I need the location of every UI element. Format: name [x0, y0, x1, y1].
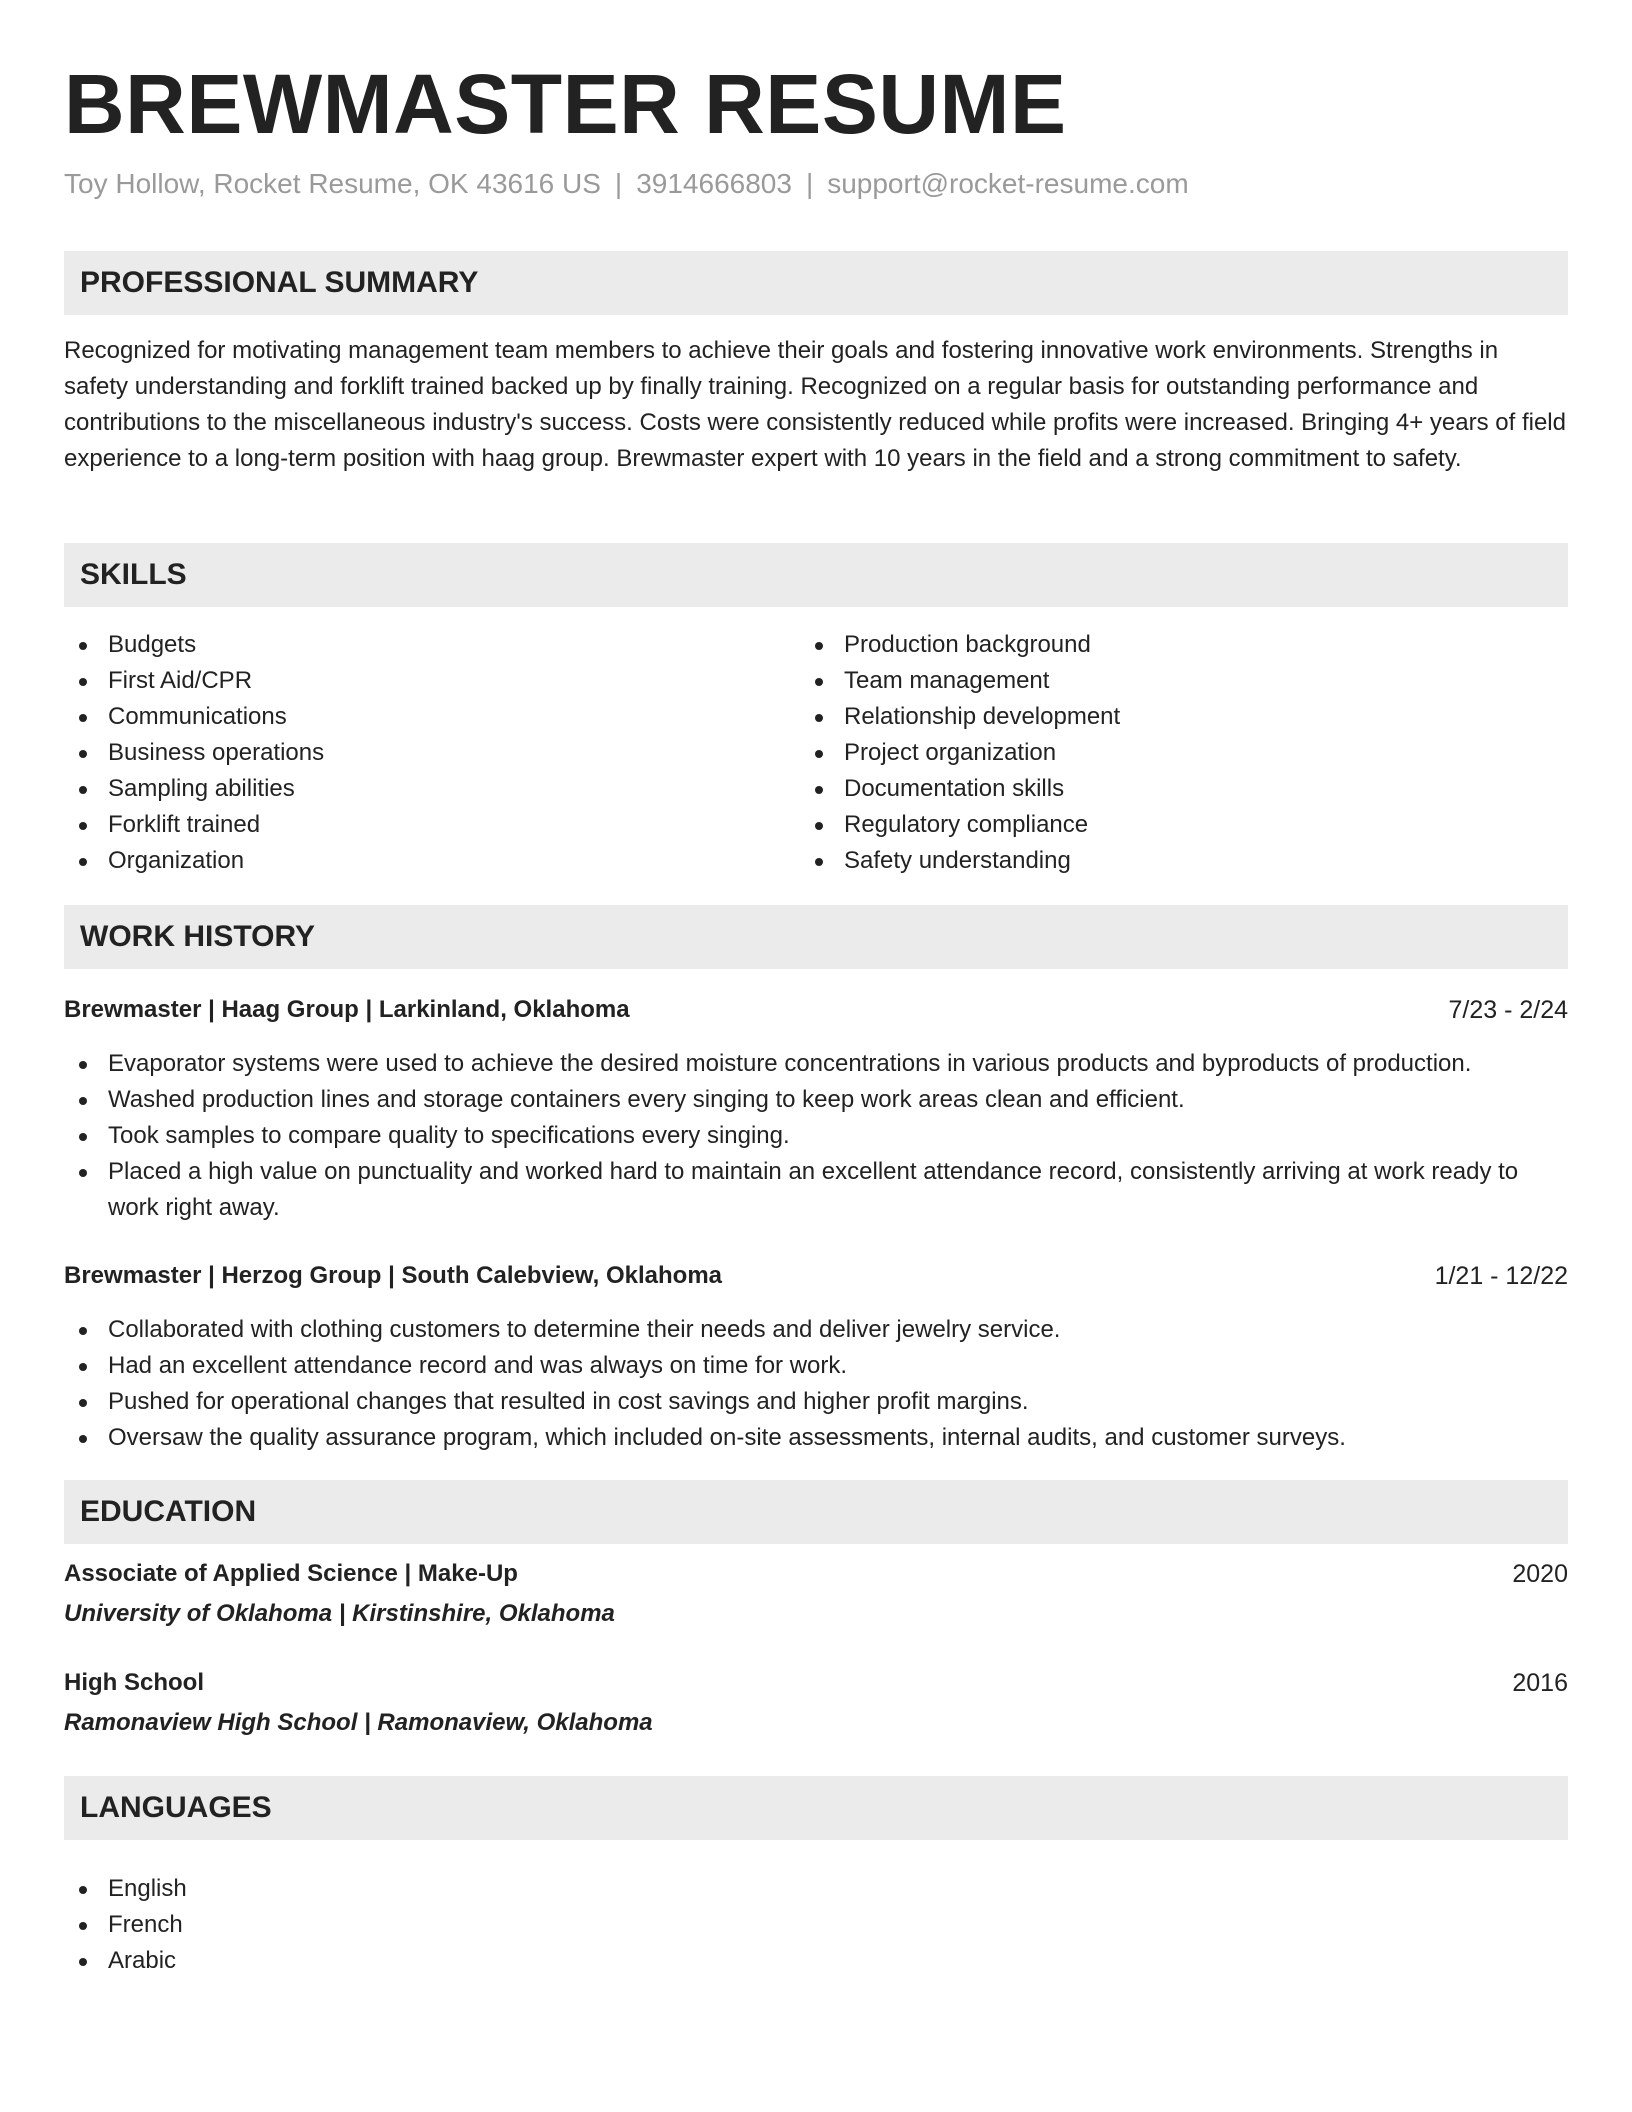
education-degree: High School: [64, 1669, 204, 1696]
skill-item: Project organization: [800, 735, 1500, 771]
skill-item: Budgets: [64, 627, 764, 663]
section-title: SKILLS: [80, 558, 187, 591]
section-header-skills: [64, 543, 1568, 607]
skill-item: Relationship development: [800, 699, 1500, 735]
skill-item: Business operations: [64, 735, 764, 771]
skill-item: Team management: [800, 663, 1500, 699]
job-bullet: Oversaw the quality assurance program, which included on-site assessments, internal audits, and customer surveys.: [64, 1420, 1568, 1456]
section-title: PROFESSIONAL SUMMARY: [80, 266, 479, 299]
skill-item: Sampling abilities: [64, 771, 764, 807]
skills-list-left: [64, 627, 764, 879]
contact-address: Toy Hollow, Rocket Resume, OK 43616 US: [64, 168, 601, 199]
skill-item: Regulatory compliance: [800, 807, 1500, 843]
section-header-summary: [64, 251, 1568, 315]
job-header: [64, 992, 1568, 1028]
section-title: EDUCATION: [80, 1495, 257, 1528]
summary-text: Recognized for motivating management team members to achieve their goals and fostering innovative work environments. Strengths in safety understanding and forklift trained backed up by finally training. Recognized on a regular basis for outstanding performance and contributions to the miscellaneous industry's success. Costs were consistently reduced while profits were increased. Bringing 4+ years of field experience to a long-term position with haag group. Brewmaster expert with 10 years in the field and a strong commitment to safety.: [64, 337, 1566, 472]
education-header: [64, 1665, 1568, 1701]
languages-list: [64, 1871, 664, 1979]
contact-email: support@rocket-resume.com: [827, 168, 1189, 199]
language-item: Arabic: [64, 1943, 664, 1979]
education-school: University of Oklahoma | Kirstinshire, Oklahoma: [64, 1600, 615, 1627]
skills-list-right: [800, 627, 1500, 879]
education-school: Ramonaview High School | Ramonaview, Oklahoma: [64, 1709, 653, 1736]
job-title: Brewmaster | Herzog Group | South Calebview, Oklahoma: [64, 1262, 723, 1289]
contact-phone: 3914666803: [636, 168, 792, 199]
skill-item: Production background: [800, 627, 1500, 663]
skill-item: Organization: [64, 843, 764, 879]
skill-item: Communications: [64, 699, 764, 735]
section-header-work-history: [64, 905, 1568, 969]
resume-title: BREWMASTER RESUME: [64, 57, 1067, 151]
language-item: English: [64, 1871, 664, 1907]
job-title: Brewmaster | Haag Group | Larkinland, Oklahoma: [64, 996, 630, 1023]
section-header-education: [64, 1480, 1568, 1544]
job-bullets: [64, 1312, 1568, 1456]
education-year: 2020: [1512, 1560, 1568, 1588]
job-dates: 1/21 - 12/22: [1434, 1262, 1568, 1290]
job-bullet: Evaporator systems were used to achieve the desired moisture concentrations in various products and byproducts of production.: [64, 1046, 1568, 1082]
job-bullet: Pushed for operational changes that resulted in cost savings and higher profit margins.: [64, 1384, 1568, 1420]
skill-item: Documentation skills: [800, 771, 1500, 807]
contact-separator: |: [614, 168, 623, 199]
job-bullet: Took samples to compare quality to specifications every singing.: [64, 1118, 1568, 1154]
job-bullet: Placed a high value on punctuality and worked hard to maintain an excellent attendance record, consistently arriving at work ready to work right away.: [64, 1154, 1568, 1226]
job-bullets: [64, 1046, 1568, 1226]
section-header-languages: [64, 1776, 1568, 1840]
skill-item: First Aid/CPR: [64, 663, 764, 699]
job-dates: 7/23 - 2/24: [1448, 996, 1568, 1024]
contact-line: [64, 166, 1189, 202]
education-year: 2016: [1512, 1669, 1568, 1697]
skill-item: Safety understanding: [800, 843, 1500, 879]
job-bullet: Collaborated with clothing customers to determine their needs and deliver jewelry service.: [64, 1312, 1568, 1348]
section-title: WORK HISTORY: [80, 920, 316, 953]
job-header: [64, 1258, 1568, 1294]
skill-item: Forklift trained: [64, 807, 764, 843]
job-bullet: Washed production lines and storage containers every singing to keep work areas clean and efficient.: [64, 1082, 1568, 1118]
education-degree: Associate of Applied Science | Make-Up: [64, 1560, 518, 1587]
language-item: French: [64, 1907, 664, 1943]
section-title: LANGUAGES: [80, 1791, 272, 1824]
education-header: [64, 1556, 1568, 1592]
job-bullet: Had an excellent attendance record and was always on time for work.: [64, 1348, 1568, 1384]
contact-separator: |: [805, 168, 814, 199]
